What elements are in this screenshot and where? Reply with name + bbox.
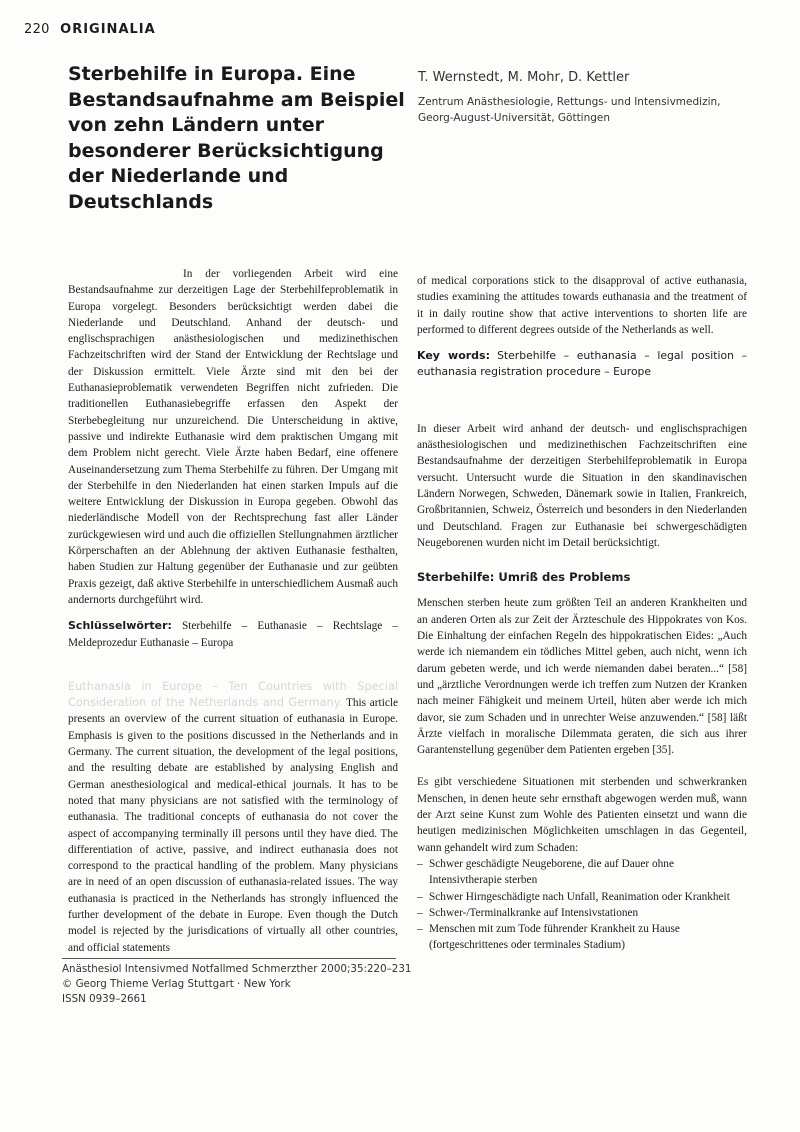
left-column bbox=[68, 266, 398, 956]
introduction-paragraph: In dieser Arbeit wird anhand der deutsch- und englischsprachigen anästhesiologischen und medizinethischen Fachzeitschriften eine Bestandsaufnahme der derzeitigen Sterbehilfeproblematik in Europa versucht. Untersucht wurde die Situation in den skandinavischen Ländern Norwegen, Schweden, Dänemark sowie in Italien, Frankreich, Großbritannien, Schweiz, Österreich und besonders in den Niederlanden und Deutschland. Fragen zur Euthanasie bei schwergeschädigten Neugeborenen wurden nicht im Detail berücksichtigt. bbox=[417, 422, 747, 549]
english-title: Euthanasia in Europe – Ten Countries with Special Consideration of the Netherlands and Germany. bbox=[68, 679, 398, 710]
abstract-english-text: This article presents an overview of the current situation of euthanasia in Europe. Emphasis is given to the positions discussed in the Netherlands and in Germany. The current situation, the development of the legal positions, and the resulting debate are established by analysing English and German anesthesiological and medical-ethical journals. It has to be noted that many physicians are not satisfied with the terminology of euthanasia. The traditional concepts of euthanasia do not cover the aspect of accompanying terminally ill persons until they have died. The differentiation of active, passive, and indirect euthanasia does not correspond to the practical handling of the problem. Many physicians are in need of an open discussion of euthanasia-related issues. The way euthanasia is practiced in the Netherlands has strongly influenced the further development of the debate in Europe. Even though the Dutch model is rejected by the jurisdications of virtually all other countries, and official statements bbox=[68, 697, 398, 954]
article-title: Sterbehilfe in Europa. Eine Bestandsaufnahme am Beispiel von zehn Ländern unter besonderer Berücksichtigung der Niederlande und Deutschlands bbox=[68, 63, 405, 213]
body-paragraph: Es gibt verschiedene Situationen mit sterbenden und schwerkranken Menschen, in denen heute sehr ernsthaft abgewogen werden muß, wann der Arzt seine Kunst zum Wohle des Patienten einsetzt und wann die heutigen medizinischen Möglichkeiten umschlagen in das Gegenteil, wann gehandelt wird zum Schaden: bbox=[417, 776, 747, 854]
keywords-english-label: Key words: bbox=[417, 349, 490, 363]
keywords-english-text: Sterbehilfe – euthanasia – legal position – euthanasia registration procedure – Europe bbox=[417, 349, 747, 379]
abstract-english bbox=[68, 679, 398, 956]
list-item: – Menschen mit zum Tode führender Krankheit zu Hause (fortgeschrittenes oder terminales Stadium) bbox=[417, 921, 747, 954]
right-column bbox=[417, 273, 747, 954]
keywords-german-text: Sterbehilfe – Euthanasie – Rechtslage – Meldeprozedur Euthanasie – Europa bbox=[68, 620, 398, 649]
keywords-german bbox=[68, 618, 398, 651]
affiliation bbox=[418, 94, 748, 126]
abstract-english-continued: of medical corporations stick to the disapproval of active euthanasia, studies examining the attitudes towards euthanasia and the treatment of it in daily routine show that active interventions to shorten life are performed to different degrees outside of the Netherlands as well. bbox=[417, 275, 747, 336]
affiliation-line: Zentrum Anästhesiologie, Rettungs- und Intensivmedizin, bbox=[418, 96, 721, 108]
citation-footer bbox=[62, 962, 411, 1007]
list-item: – Schwer geschädigte Neugeborene, die auf Dauer ohne Intensivtherapie sterben bbox=[417, 856, 747, 889]
authors: T. Wernstedt, M. Mohr, D. Kettler bbox=[418, 70, 630, 85]
body-paragraph: Menschen sterben heute zum größten Teil an anderen Krankheiten und an anderen Orten als zur Zeit der Ärzteschule des Hippokrates von Kos. Die Einhaltung der einfachen Regeln des hippokratischen Eides: „Auch werde ich niemandem ein tödliches Mittel geben, auch nicht, wenn ich darum gebeten werde, und ich werde niemanden dabei beraten...“ [58] und „ärztliche Verordnungen werde ich treffen zum Nutzen der Kranken nach meiner Fähigkeit und meinem Urteil, hüten aber werde ich mich davor, sie zum Schaden und in unrechter Weise anzuwenden.“ [58] läßt Ärzte vielfach in moralische Dilemmata geraten, die sich aus ihrer Garantenstellung gegenüber dem Patienten ergeben [35]. bbox=[417, 597, 747, 757]
list-item: – Schwer Hirngeschädigte nach Unfall, Reanimation oder Krankheit bbox=[417, 889, 747, 905]
keywords-german-label: Schlüsselwörter: bbox=[68, 619, 172, 633]
situation-list bbox=[417, 856, 747, 954]
footer-divider bbox=[62, 958, 396, 959]
publisher-line: © Georg Thieme Verlag Stuttgart · New York bbox=[62, 978, 291, 990]
section-label: ORIGINALIA bbox=[60, 22, 156, 37]
list-item: – Schwer-/Terminalkranke auf Intensivstationen bbox=[417, 905, 747, 921]
journal-citation: Anästhesiol Intensivmed Notfallmed Schmerzther 2000;35:220–231 bbox=[62, 963, 412, 975]
keywords-english bbox=[417, 348, 747, 381]
issn: ISSN 0939–2661 bbox=[62, 993, 147, 1005]
page-number: 220 bbox=[24, 22, 50, 37]
section-heading: Sterbehilfe: Umriß des Problems bbox=[417, 570, 631, 585]
running-header bbox=[24, 22, 156, 37]
affiliation-line: Georg-August-Universität, Göttingen bbox=[418, 112, 611, 124]
abstract-german: In der vorliegenden Arbeit wird eine Bestandsaufnahme zur derzeitigen Lage der Sterbehilfeproblematik in Europa vorgelegt. Besonders berücksichtigt werden dabei die Niederlande und Deutschland. Anhand der deutsch- und englischsprachigen anästhesiologischen und medizinethischen Fachzeitschriften wird der Stand der Entwicklung der Rechtslage und der Diskussion ermittelt. Viele Ärzte sind mit den bei der Euthanasieproblematik verwendeten Begriffen nicht zufrieden. Die traditionellen Euthanasiebegriffe erfassen den Aspekt der Sterbebegleitung nur unzureichend. Die Unterscheidung in aktive, passive und indirekte Euthanasie wird dem praktischen Umgang mit dem Problem nicht gerecht. Viele Ärzte haben Bedarf, eine offenere Auseinandersetzung zum Thema Sterbehilfe zu führen. Der Umgang mit der Sterbehilfe in den Niederlanden hat einen starken Impuls auf die weitere Entwicklung der Diskussion in Europa gegeben. Obwohl das niederländische Modell von der Rechtsprechung fast aller Länder zurückgewiesen wird und auch die offiziellen Stellungnahmen ärztlicher Körperschaften an der Ablehnung der aktiven Euthanasie festhalten, haben Studien zur Haltung gegenüber der Euthanasie und zur geübten Praxis gezeigt, daß aktive Sterbehilfe in unterschiedlichem Ausmaß auch andernorts durchgeführt wird. bbox=[68, 268, 398, 606]
